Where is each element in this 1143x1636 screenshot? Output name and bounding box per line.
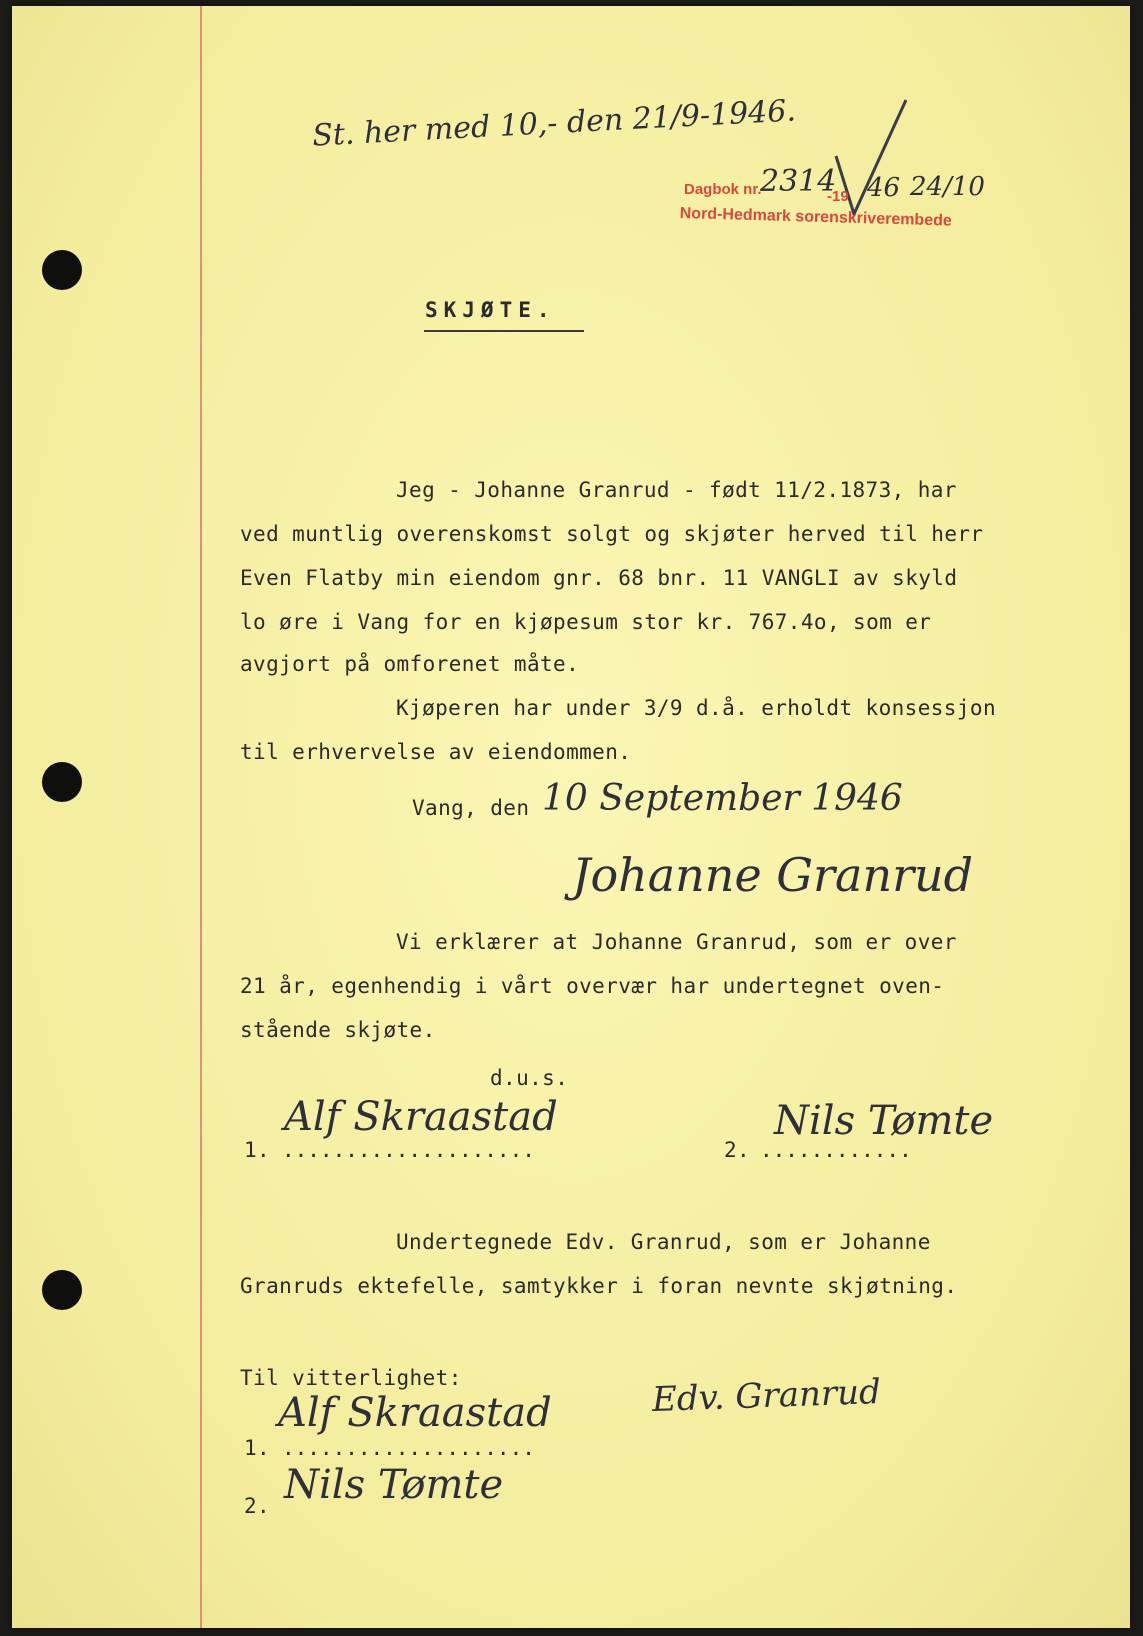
declaration-line: Vi erklærer at Johanne Granrud, som er over [396, 930, 957, 954]
witness1-number: 1. [244, 1138, 271, 1162]
witness1-dotted-line: .................... [282, 1138, 535, 1162]
stamp-entry-number: 2314 [760, 164, 837, 199]
stamp-year-prefix: -19 [827, 188, 849, 205]
declaration-line: 21 år, egenhendig i vårt overvær har undertegnet oven- [240, 974, 945, 998]
body-line: til erhvervelse av eiendommen. [240, 740, 632, 764]
punch-hole [42, 1270, 82, 1310]
body-line: avgjort på omforenet måte. [240, 652, 580, 676]
body-line: ved muntlig overenskomst solgt og skjøter herved til herr [240, 522, 984, 546]
attest1-number: 1. [244, 1436, 271, 1460]
body-line: Kjøperen har under 3/9 d.å. erholdt konsessjon [396, 696, 996, 720]
stamp-label: Dagbok nr. [684, 181, 762, 198]
witness2-signature: Nils Tømte [774, 1098, 994, 1144]
margin-note: St. her med 10,- den 21/9-1946. [311, 93, 797, 154]
document-title: SKJØTE. [425, 298, 556, 322]
seller-signature: Johanne Granrud [572, 848, 974, 902]
place-date-label: Vang, den [412, 796, 530, 820]
punch-hole [42, 762, 82, 802]
stamp-year: 46 [867, 173, 901, 203]
stamp-date: 24/10 [910, 172, 985, 202]
consent-line: Granruds ektefelle, samtykker i foran nevnte skjøtning. [240, 1274, 958, 1298]
witness2-dotted-line: ............ [760, 1138, 912, 1162]
dus-label: d.u.s. [490, 1066, 569, 1090]
witness1-signature: Alf Skraastad [284, 1094, 558, 1140]
attest1-signature: Alf Skraastad [278, 1390, 552, 1436]
body-line: Even Flatby min eiendom gnr. 68 bnr. 11 VANGLI av skyld [240, 566, 958, 590]
declaration-line: stående skjøte. [240, 1018, 436, 1042]
body-line: Jeg - Johanne Granrud - født 11/2.1873, har [396, 478, 957, 502]
attest-label: Til vitterlighet: [240, 1366, 462, 1390]
body-line: lo øre i Vang for en kjøpesum stor kr. 767.4o, som er [240, 610, 932, 634]
attest2-number: 2. [244, 1494, 271, 1518]
attest2-signature: Nils Tømte [284, 1462, 504, 1508]
punch-hole [42, 250, 82, 290]
title-underline [424, 330, 584, 332]
stamp-office: Nord-Hedmark sorenskriverembede [679, 205, 953, 230]
place-date-handwritten: 10 September 1946 [542, 778, 903, 819]
spouse-signature: Edv. Granrud [651, 1372, 882, 1420]
witness2-number: 2. [724, 1138, 751, 1162]
margin-rule [200, 6, 202, 1628]
document-page [12, 6, 1130, 1628]
consent-line: Undertegnede Edv. Granrud, som er Johanne [396, 1230, 931, 1254]
attest1-dotted-line: .................... [282, 1436, 535, 1460]
